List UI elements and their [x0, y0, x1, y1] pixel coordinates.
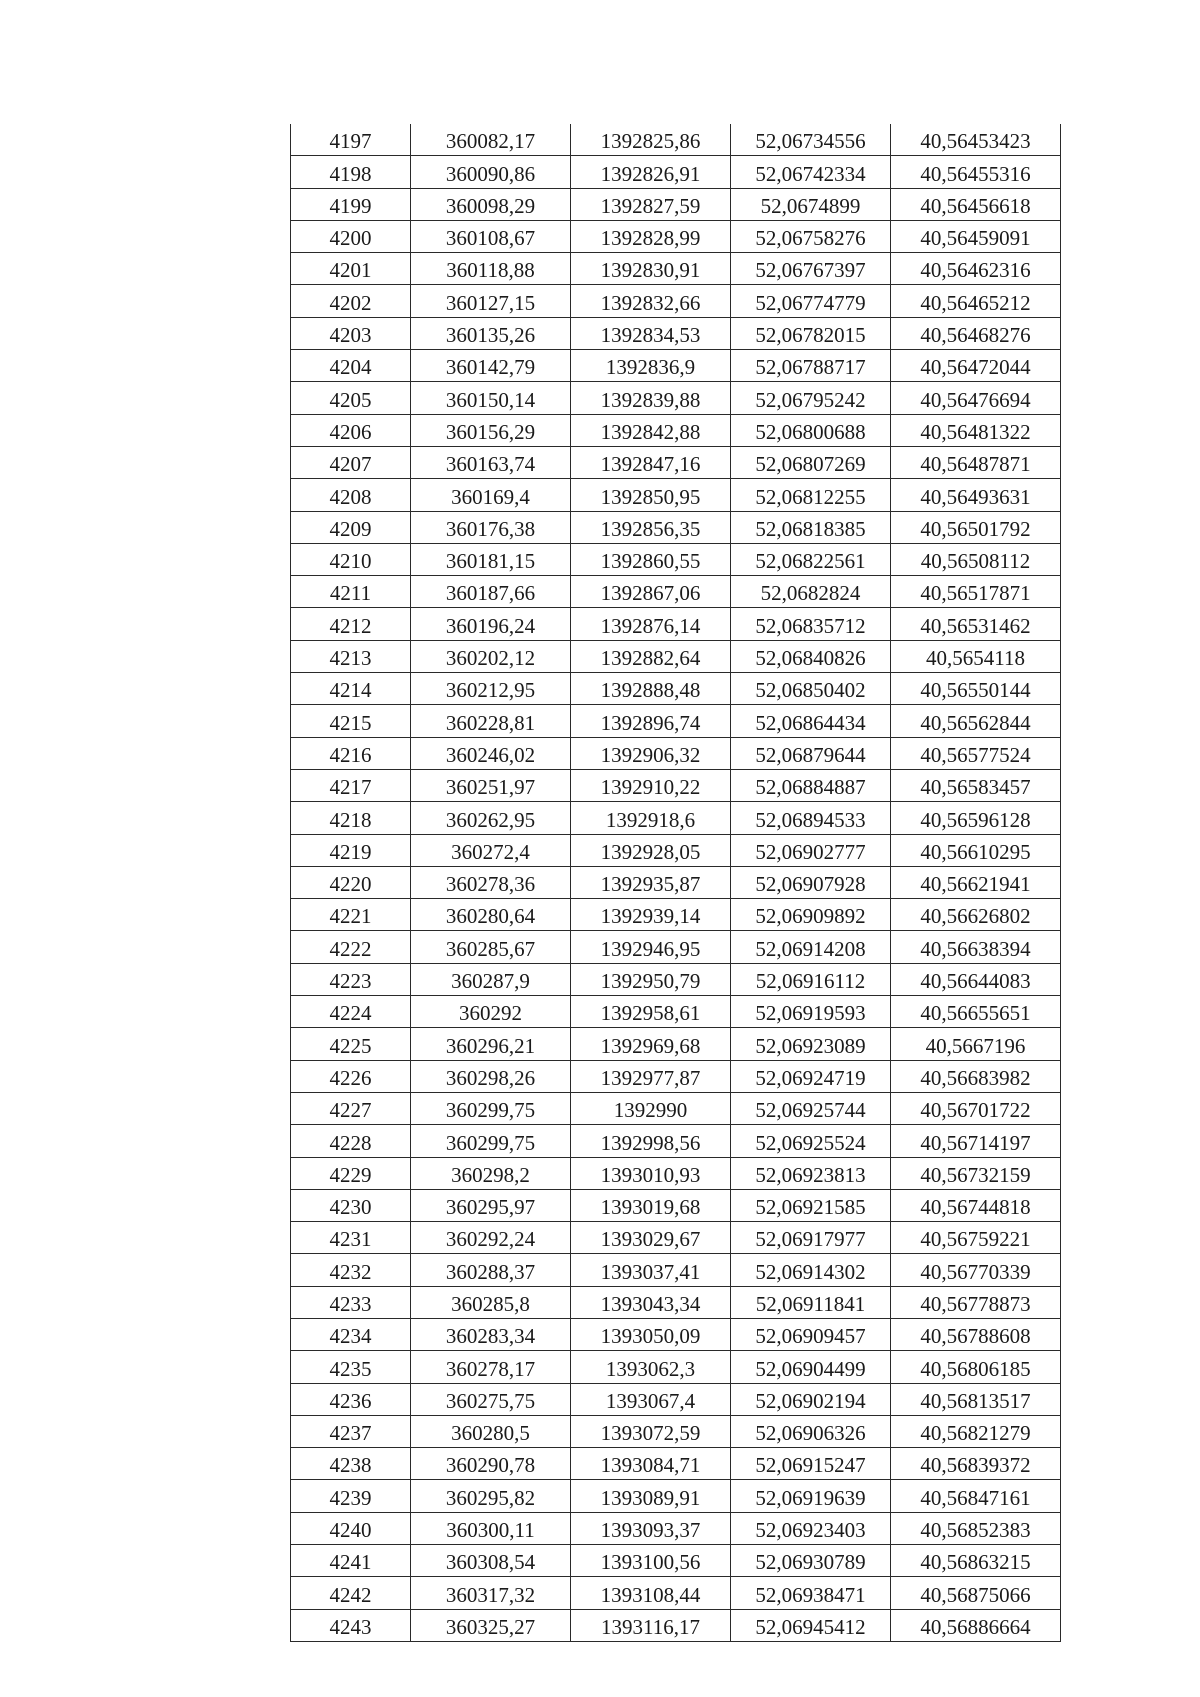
table-row: [291, 1092, 1061, 1124]
longitude-cell: 40,56839372: [891, 1448, 1061, 1480]
point-number-cell: 4239: [291, 1480, 411, 1512]
latitude-cell: 52,06812255: [731, 479, 891, 511]
table-row: [291, 1286, 1061, 1318]
table-row: [291, 834, 1061, 866]
x-coordinate-cell: 360108,67: [411, 220, 571, 252]
latitude-cell: 52,06904499: [731, 1351, 891, 1383]
point-number-cell: 4225: [291, 1028, 411, 1060]
table-row: [291, 1222, 1061, 1254]
x-coordinate-cell: 360295,82: [411, 1480, 571, 1512]
point-number-cell: 4231: [291, 1222, 411, 1254]
y-coordinate-cell: 1392827,59: [571, 188, 731, 220]
y-coordinate-cell: 1393010,93: [571, 1157, 731, 1189]
latitude-cell: 52,06919639: [731, 1480, 891, 1512]
point-number-cell: 4222: [291, 931, 411, 963]
y-coordinate-cell: 1393116,17: [571, 1609, 731, 1641]
x-coordinate-cell: 360090,86: [411, 156, 571, 188]
longitude-cell: 40,56655651: [891, 996, 1061, 1028]
longitude-cell: 40,56863215: [891, 1545, 1061, 1577]
y-coordinate-cell: 1393029,67: [571, 1222, 731, 1254]
longitude-cell: 40,56508112: [891, 543, 1061, 575]
table-row: [291, 1254, 1061, 1286]
longitude-cell: 40,56517871: [891, 576, 1061, 608]
y-coordinate-cell: 1393037,41: [571, 1254, 731, 1286]
x-coordinate-cell: 360296,21: [411, 1028, 571, 1060]
longitude-cell: 40,56875066: [891, 1577, 1061, 1609]
latitude-cell: 52,06907928: [731, 866, 891, 898]
y-coordinate-cell: 1392939,14: [571, 899, 731, 931]
longitude-cell: 40,56847161: [891, 1480, 1061, 1512]
longitude-cell: 40,56714197: [891, 1125, 1061, 1157]
longitude-cell: 40,56621941: [891, 866, 1061, 898]
longitude-cell: 40,56744818: [891, 1189, 1061, 1221]
latitude-cell: 52,06788717: [731, 350, 891, 382]
table-row: [291, 608, 1061, 640]
y-coordinate-cell: 1392826,91: [571, 156, 731, 188]
x-coordinate-cell: 360280,5: [411, 1415, 571, 1447]
table-row: [291, 769, 1061, 801]
x-coordinate-cell: 360150,14: [411, 382, 571, 414]
table-row: [291, 253, 1061, 285]
x-coordinate-cell: 360082,17: [411, 124, 571, 156]
latitude-cell: 52,06923813: [731, 1157, 891, 1189]
latitude-cell: 52,06906326: [731, 1415, 891, 1447]
point-number-cell: 4234: [291, 1318, 411, 1350]
point-number-cell: 4216: [291, 737, 411, 769]
y-coordinate-cell: 1392946,95: [571, 931, 731, 963]
table-row: [291, 1480, 1061, 1512]
y-coordinate-cell: 1393089,91: [571, 1480, 731, 1512]
y-coordinate-cell: 1392969,68: [571, 1028, 731, 1060]
y-coordinate-cell: 1392830,91: [571, 253, 731, 285]
x-coordinate-cell: 360169,4: [411, 479, 571, 511]
x-coordinate-cell: 360298,26: [411, 1060, 571, 1092]
x-coordinate-cell: 360272,4: [411, 834, 571, 866]
y-coordinate-cell: 1393108,44: [571, 1577, 731, 1609]
x-coordinate-cell: 360299,75: [411, 1092, 571, 1124]
latitude-cell: 52,06915247: [731, 1448, 891, 1480]
table-row: [291, 1512, 1061, 1544]
latitude-cell: 52,06758276: [731, 220, 891, 252]
table-row: [291, 1028, 1061, 1060]
x-coordinate-cell: 360176,38: [411, 511, 571, 543]
y-coordinate-cell: 1392839,88: [571, 382, 731, 414]
table-row: [291, 1189, 1061, 1221]
table-row: [291, 576, 1061, 608]
y-coordinate-cell: 1392856,35: [571, 511, 731, 543]
longitude-cell: 40,56456618: [891, 188, 1061, 220]
latitude-cell: 52,06914208: [731, 931, 891, 963]
table-row: [291, 220, 1061, 252]
y-coordinate-cell: 1392906,32: [571, 737, 731, 769]
point-number-cell: 4217: [291, 769, 411, 801]
y-coordinate-cell: 1393050,09: [571, 1318, 731, 1350]
point-number-cell: 4215: [291, 705, 411, 737]
longitude-cell: 40,56852383: [891, 1512, 1061, 1544]
point-number-cell: 4206: [291, 414, 411, 446]
longitude-cell: 40,56778873: [891, 1286, 1061, 1318]
latitude-cell: 52,06945412: [731, 1609, 891, 1641]
longitude-cell: 40,56462316: [891, 253, 1061, 285]
longitude-cell: 40,56476694: [891, 382, 1061, 414]
latitude-cell: 52,0674899: [731, 188, 891, 220]
latitude-cell: 52,06835712: [731, 608, 891, 640]
table-row: [291, 479, 1061, 511]
point-number-cell: 4198: [291, 156, 411, 188]
table-row: [291, 511, 1061, 543]
x-coordinate-cell: 360156,29: [411, 414, 571, 446]
latitude-cell: 52,06884887: [731, 769, 891, 801]
x-coordinate-cell: 360251,97: [411, 769, 571, 801]
x-coordinate-cell: 360118,88: [411, 253, 571, 285]
y-coordinate-cell: 1392882,64: [571, 640, 731, 672]
longitude-cell: 40,56638394: [891, 931, 1061, 963]
x-coordinate-cell: 360181,15: [411, 543, 571, 575]
table-row: [291, 705, 1061, 737]
longitude-cell: 40,56472044: [891, 350, 1061, 382]
point-number-cell: 4242: [291, 1577, 411, 1609]
table-row: [291, 543, 1061, 575]
longitude-cell: 40,56481322: [891, 414, 1061, 446]
point-number-cell: 4201: [291, 253, 411, 285]
latitude-cell: 52,06767397: [731, 253, 891, 285]
y-coordinate-cell: 1392836,9: [571, 350, 731, 382]
longitude-cell: 40,56531462: [891, 608, 1061, 640]
point-number-cell: 4226: [291, 1060, 411, 1092]
table-row: [291, 866, 1061, 898]
longitude-cell: 40,56493631: [891, 479, 1061, 511]
longitude-cell: 40,56759221: [891, 1222, 1061, 1254]
longitude-cell: 40,56732159: [891, 1157, 1061, 1189]
x-coordinate-cell: 360127,15: [411, 285, 571, 317]
y-coordinate-cell: 1393067,4: [571, 1383, 731, 1415]
point-number-cell: 4233: [291, 1286, 411, 1318]
y-coordinate-cell: 1392935,87: [571, 866, 731, 898]
latitude-cell: 52,06911841: [731, 1286, 891, 1318]
table-row: [291, 317, 1061, 349]
y-coordinate-cell: 1392847,16: [571, 446, 731, 478]
x-coordinate-cell: 360290,78: [411, 1448, 571, 1480]
longitude-cell: 40,56683982: [891, 1060, 1061, 1092]
latitude-cell: 52,06938471: [731, 1577, 891, 1609]
longitude-cell: 40,56501792: [891, 511, 1061, 543]
x-coordinate-cell: 360098,29: [411, 188, 571, 220]
table-row: [291, 1577, 1061, 1609]
y-coordinate-cell: 1392876,14: [571, 608, 731, 640]
y-coordinate-cell: 1392842,88: [571, 414, 731, 446]
table-row: [291, 931, 1061, 963]
y-coordinate-cell: 1393043,34: [571, 1286, 731, 1318]
point-number-cell: 4243: [291, 1609, 411, 1641]
point-number-cell: 4237: [291, 1415, 411, 1447]
table-row: [291, 1157, 1061, 1189]
x-coordinate-cell: 360283,34: [411, 1318, 571, 1350]
table-row: [291, 802, 1061, 834]
point-number-cell: 4235: [291, 1351, 411, 1383]
point-number-cell: 4214: [291, 673, 411, 705]
y-coordinate-cell: 1392977,87: [571, 1060, 731, 1092]
point-number-cell: 4236: [291, 1383, 411, 1415]
latitude-cell: 52,06774779: [731, 285, 891, 317]
longitude-cell: 40,56468276: [891, 317, 1061, 349]
table-row: [291, 737, 1061, 769]
point-number-cell: 4199: [291, 188, 411, 220]
latitude-cell: 52,06795242: [731, 382, 891, 414]
longitude-cell: 40,56821279: [891, 1415, 1061, 1447]
y-coordinate-cell: 1392990: [571, 1092, 731, 1124]
y-coordinate-cell: 1392832,66: [571, 285, 731, 317]
longitude-cell: 40,56487871: [891, 446, 1061, 478]
point-number-cell: 4232: [291, 1254, 411, 1286]
point-number-cell: 4204: [291, 350, 411, 382]
latitude-cell: 52,06919593: [731, 996, 891, 1028]
longitude-cell: 40,56465212: [891, 285, 1061, 317]
point-number-cell: 4224: [291, 996, 411, 1028]
longitude-cell: 40,56550144: [891, 673, 1061, 705]
longitude-cell: 40,56626802: [891, 899, 1061, 931]
x-coordinate-cell: 360285,67: [411, 931, 571, 963]
x-coordinate-cell: 360163,74: [411, 446, 571, 478]
table-row: [291, 1125, 1061, 1157]
latitude-cell: 52,06800688: [731, 414, 891, 446]
point-number-cell: 4221: [291, 899, 411, 931]
point-number-cell: 4212: [291, 608, 411, 640]
x-coordinate-cell: 360278,36: [411, 866, 571, 898]
latitude-cell: 52,06894533: [731, 802, 891, 834]
longitude-cell: 40,56813517: [891, 1383, 1061, 1415]
point-number-cell: 4219: [291, 834, 411, 866]
table-row: [291, 1545, 1061, 1577]
point-number-cell: 4211: [291, 576, 411, 608]
point-number-cell: 4209: [291, 511, 411, 543]
latitude-cell: 52,06902194: [731, 1383, 891, 1415]
longitude-cell: 40,56644083: [891, 963, 1061, 995]
x-coordinate-cell: 360228,81: [411, 705, 571, 737]
x-coordinate-cell: 360295,97: [411, 1189, 571, 1221]
table-row: [291, 414, 1061, 446]
y-coordinate-cell: 1392825,86: [571, 124, 731, 156]
x-coordinate-cell: 360317,32: [411, 1577, 571, 1609]
latitude-cell: 52,06850402: [731, 673, 891, 705]
longitude-cell: 40,5654118: [891, 640, 1061, 672]
table-row: [291, 640, 1061, 672]
y-coordinate-cell: 1393100,56: [571, 1545, 731, 1577]
table-row: [291, 124, 1061, 156]
point-number-cell: 4213: [291, 640, 411, 672]
latitude-cell: 52,06822561: [731, 543, 891, 575]
point-number-cell: 4229: [291, 1157, 411, 1189]
y-coordinate-cell: 1392850,95: [571, 479, 731, 511]
latitude-cell: 52,06930789: [731, 1545, 891, 1577]
y-coordinate-cell: 1392918,6: [571, 802, 731, 834]
x-coordinate-cell: 360196,24: [411, 608, 571, 640]
latitude-cell: 52,06734556: [731, 124, 891, 156]
latitude-cell: 52,06921585: [731, 1189, 891, 1221]
point-number-cell: 4203: [291, 317, 411, 349]
table-row: [291, 1383, 1061, 1415]
x-coordinate-cell: 360142,79: [411, 350, 571, 382]
table-row: [291, 1351, 1061, 1383]
longitude-cell: 40,56806185: [891, 1351, 1061, 1383]
longitude-cell: 40,5667196: [891, 1028, 1061, 1060]
y-coordinate-cell: 1392860,55: [571, 543, 731, 575]
x-coordinate-cell: 360278,17: [411, 1351, 571, 1383]
point-number-cell: 4210: [291, 543, 411, 575]
table-row: [291, 1448, 1061, 1480]
longitude-cell: 40,56770339: [891, 1254, 1061, 1286]
point-number-cell: 4230: [291, 1189, 411, 1221]
point-number-cell: 4238: [291, 1448, 411, 1480]
x-coordinate-cell: 360288,37: [411, 1254, 571, 1286]
latitude-cell: 52,06923403: [731, 1512, 891, 1544]
table-row: [291, 156, 1061, 188]
point-number-cell: 4227: [291, 1092, 411, 1124]
latitude-cell: 52,06879644: [731, 737, 891, 769]
y-coordinate-cell: 1392910,22: [571, 769, 731, 801]
latitude-cell: 52,06925524: [731, 1125, 891, 1157]
x-coordinate-cell: 360308,54: [411, 1545, 571, 1577]
point-number-cell: 4223: [291, 963, 411, 995]
coordinates-table-body: [291, 124, 1061, 1641]
table-row: [291, 1609, 1061, 1641]
latitude-cell: 52,06902777: [731, 834, 891, 866]
latitude-cell: 52,06914302: [731, 1254, 891, 1286]
coordinates-table: [290, 124, 1061, 1642]
x-coordinate-cell: 360292: [411, 996, 571, 1028]
latitude-cell: 52,0682824: [731, 576, 891, 608]
point-number-cell: 4200: [291, 220, 411, 252]
point-number-cell: 4240: [291, 1512, 411, 1544]
table-row: [291, 188, 1061, 220]
latitude-cell: 52,06923089: [731, 1028, 891, 1060]
longitude-cell: 40,56610295: [891, 834, 1061, 866]
y-coordinate-cell: 1392950,79: [571, 963, 731, 995]
x-coordinate-cell: 360262,95: [411, 802, 571, 834]
x-coordinate-cell: 360300,11: [411, 1512, 571, 1544]
y-coordinate-cell: 1392888,48: [571, 673, 731, 705]
latitude-cell: 52,06864434: [731, 705, 891, 737]
y-coordinate-cell: 1392834,53: [571, 317, 731, 349]
point-number-cell: 4220: [291, 866, 411, 898]
y-coordinate-cell: 1392867,06: [571, 576, 731, 608]
latitude-cell: 52,06916112: [731, 963, 891, 995]
y-coordinate-cell: 1393093,37: [571, 1512, 731, 1544]
table-row: [291, 382, 1061, 414]
longitude-cell: 40,56453423: [891, 124, 1061, 156]
x-coordinate-cell: 360246,02: [411, 737, 571, 769]
longitude-cell: 40,56701722: [891, 1092, 1061, 1124]
longitude-cell: 40,56459091: [891, 220, 1061, 252]
longitude-cell: 40,56455316: [891, 156, 1061, 188]
y-coordinate-cell: 1393072,59: [571, 1415, 731, 1447]
table-row: [291, 350, 1061, 382]
table-row: [291, 899, 1061, 931]
longitude-cell: 40,56577524: [891, 737, 1061, 769]
longitude-cell: 40,56886664: [891, 1609, 1061, 1641]
point-number-cell: 4205: [291, 382, 411, 414]
longitude-cell: 40,56562844: [891, 705, 1061, 737]
latitude-cell: 52,06925744: [731, 1092, 891, 1124]
point-number-cell: 4218: [291, 802, 411, 834]
table-row: [291, 963, 1061, 995]
point-number-cell: 4202: [291, 285, 411, 317]
y-coordinate-cell: 1392998,56: [571, 1125, 731, 1157]
y-coordinate-cell: 1392928,05: [571, 834, 731, 866]
x-coordinate-cell: 360202,12: [411, 640, 571, 672]
x-coordinate-cell: 360285,8: [411, 1286, 571, 1318]
x-coordinate-cell: 360287,9: [411, 963, 571, 995]
x-coordinate-cell: 360212,95: [411, 673, 571, 705]
x-coordinate-cell: 360187,66: [411, 576, 571, 608]
y-coordinate-cell: 1392896,74: [571, 705, 731, 737]
latitude-cell: 52,06742334: [731, 156, 891, 188]
point-number-cell: 4208: [291, 479, 411, 511]
point-number-cell: 4207: [291, 446, 411, 478]
latitude-cell: 52,06818385: [731, 511, 891, 543]
y-coordinate-cell: 1392828,99: [571, 220, 731, 252]
x-coordinate-cell: 360325,27: [411, 1609, 571, 1641]
point-number-cell: 4241: [291, 1545, 411, 1577]
point-number-cell: 4228: [291, 1125, 411, 1157]
x-coordinate-cell: 360298,2: [411, 1157, 571, 1189]
y-coordinate-cell: 1393019,68: [571, 1189, 731, 1221]
table-row: [291, 1060, 1061, 1092]
table-row: [291, 1415, 1061, 1447]
latitude-cell: 52,06924719: [731, 1060, 891, 1092]
table-row: [291, 1318, 1061, 1350]
longitude-cell: 40,56596128: [891, 802, 1061, 834]
longitude-cell: 40,56788608: [891, 1318, 1061, 1350]
latitude-cell: 52,06909457: [731, 1318, 891, 1350]
latitude-cell: 52,06917977: [731, 1222, 891, 1254]
latitude-cell: 52,06909892: [731, 899, 891, 931]
latitude-cell: 52,06840826: [731, 640, 891, 672]
latitude-cell: 52,06807269: [731, 446, 891, 478]
table-row: [291, 285, 1061, 317]
table-row: [291, 996, 1061, 1028]
y-coordinate-cell: 1392958,61: [571, 996, 731, 1028]
x-coordinate-cell: 360275,75: [411, 1383, 571, 1415]
x-coordinate-cell: 360280,64: [411, 899, 571, 931]
y-coordinate-cell: 1393062,3: [571, 1351, 731, 1383]
y-coordinate-cell: 1393084,71: [571, 1448, 731, 1480]
latitude-cell: 52,06782015: [731, 317, 891, 349]
longitude-cell: 40,56583457: [891, 769, 1061, 801]
x-coordinate-cell: 360299,75: [411, 1125, 571, 1157]
point-number-cell: 4197: [291, 124, 411, 156]
x-coordinate-cell: 360292,24: [411, 1222, 571, 1254]
x-coordinate-cell: 360135,26: [411, 317, 571, 349]
table-row: [291, 446, 1061, 478]
table-row: [291, 673, 1061, 705]
